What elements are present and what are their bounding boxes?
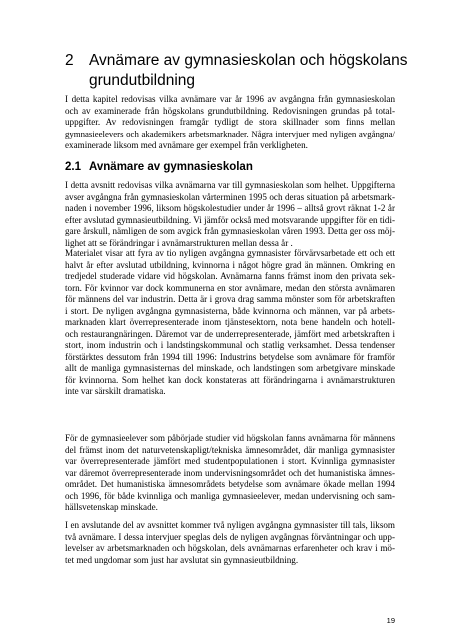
text-line: inte var särskilt dramatiska.	[65, 386, 166, 396]
text-line: I en avslutande del av avsnittet kommer två nyligen avgångna gymnasister till tals, liksom	[65, 520, 395, 530]
text-line: torn. För kvinnor var dock kommunerna en stor avnämare, medan den största avnämaren	[65, 282, 395, 293]
text-line: halvt år efter avslutad utbildning, kvinnorna i något högre grad än männen. Omkring en	[65, 259, 395, 270]
text-line: och av examinerade från högskolans grundutbildning. Redovisningen grundas på total-	[65, 105, 395, 116]
text-line: I detta kapitel redovisas vilka avnämare var år 1996 av avgångna från gymnasieskolan	[65, 94, 395, 104]
text-line: stort, inom industrin och i landstingskommunal och statlig verksamhet. Dessa tendenser	[65, 340, 395, 350]
text-line: området. Det humanistiska ämnesområdets betydelse som avnämare ökade mellan 1994	[65, 479, 395, 489]
text-line: två avnämare. I dessa intervjuer speglas dels de nyligen avgångnas förväntningar och upp-	[65, 531, 395, 542]
text-line: examinerade liksom med avnämare ger exempel från verkligheten.	[65, 140, 308, 150]
text-line: I detta avsnitt redovisas vilka avnämarna var till gymnasieskolan som helhet. Uppgifterna	[65, 180, 395, 190]
chapter-title: Avnämare av gymnasieskolan och högskolans grundutbildning	[89, 52, 408, 89]
section-paragraph-2	[65, 248, 395, 398]
page-number: 19	[386, 616, 395, 625]
text-line: för kvinnorna. Som helhet kan dock konstateras att förändringarna i avnämarstrukturen	[65, 374, 395, 385]
section-number: 2.1	[65, 161, 81, 173]
text-line: allt de manliga gymnasisternas del minskade, och landstingen som arbetgivare minskade	[65, 363, 395, 373]
text-line: och 1996, för både kvinnliga och manliga gymnasieelever, medan undervisning och sam-	[65, 490, 395, 501]
text-line: i stort. De nyligen avgångna gymnasisterna, både kvinnorna och männen, var på arbets-	[65, 305, 395, 316]
text-line: förstärktes dessutom från 1994 till 1996: Industrins betydelse som avnämare för framför	[65, 351, 395, 362]
text-line: levelser av arbetsmarknaden och högskolan, dels avnämarnas erfarenheter och krav i mö-	[65, 543, 395, 553]
text-line: gare årskull, nämligen de som avgick från gymnasieskolan våren 1993. Detta ger oss möj-	[65, 226, 395, 236]
text-line: tredjedel studerade vidare vid högskolan. Avnämarna fanns främst inom den privata sek-	[65, 271, 395, 281]
text-line: naden i november 1996, liksom högskolestudier under år 1996 – alltså grovt räknat 1-2 år	[65, 203, 395, 213]
section-paragraph-4	[65, 520, 395, 566]
section-paragraph-3	[65, 433, 395, 514]
text-line: För de gymnasieelever som påbörjade studier vid högskolan fanns avnämarna för männens	[65, 433, 395, 443]
text-line: uppgifter. Av redovisningen framgår tydligt de stora skillnader som finns mellan	[65, 117, 395, 127]
text-line: marknaden klart överrepresenterade inom tjänstesektorn, nota bene handeln och hotell-	[65, 317, 395, 327]
text-line: del främst inom det naturvetenskapligt/tekniska ämnesområdet, där manliga gymnasister	[65, 444, 395, 455]
text-line: avser avgångna från gymnasieskolan vårterminen 1995 och deras situation på arbetsmark-	[65, 191, 395, 202]
intro-paragraph	[65, 94, 395, 152]
text-line: var överrepresenterade jämfört med studentpopulationen i stort. Kvinnliga gymnasister	[65, 456, 395, 466]
text-line: hällsvetenskap minskade.	[65, 502, 158, 512]
section-title: Avnämare av gymnasieskolan	[89, 161, 253, 173]
text-line: och restaurangnäringen. Däremot var de underrepresenterade, jämfört med arbetskraften i	[65, 328, 395, 339]
text-line: var däremot överrepresenterade inom undervisningsområdet och det humanistiska ämnes-	[65, 467, 395, 478]
text-line: tet med ungdomar som just har avslutat sin gymnasieutbildning.	[65, 554, 299, 565]
text-line: lighet att se förändringar i avnämarstrukturen mellan dessa år .	[65, 237, 293, 248]
text-line: gymnasieelevers och akademikers arbetsmarknader. Några intervjuer med nyligen avgångna/	[65, 128, 395, 139]
section-paragraph-1	[65, 180, 395, 249]
text-line: för männens del var industrin. Detta är i grova drag samma mönster som för arbetskraften	[65, 294, 395, 304]
chapter-number: 2	[65, 52, 74, 69]
text-line: efter avslutad gymnasieutbildning. Vi jämför också med motsvarande uppgifter för en tidi-	[65, 214, 395, 225]
text-line: Materialet visar att fyra av tio nyligen avgångna gymnasister förvärvsarbetade ett och ett	[65, 248, 395, 258]
